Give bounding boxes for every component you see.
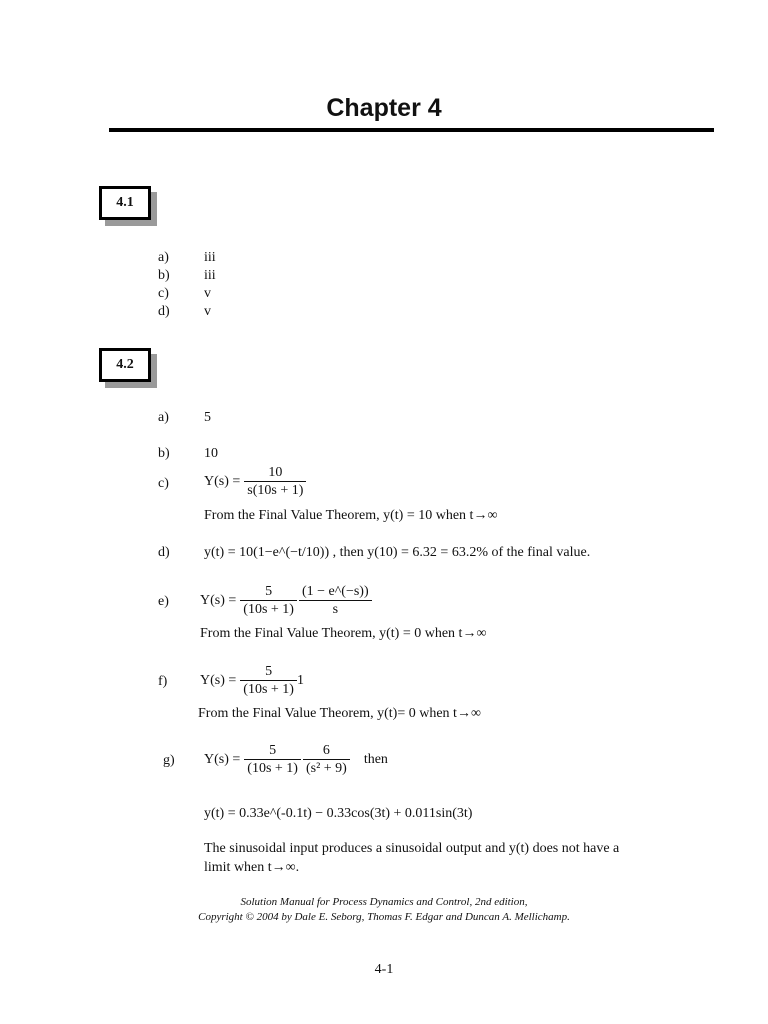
equation-lhs: Y(s) = <box>204 751 241 767</box>
fraction-numerator: (1 − e^(−s)) <box>301 584 369 599</box>
theorem-note: From the Final Value Theorem, y(t)= 0 when t→∞ <box>198 706 481 721</box>
fraction-denominator: s(10s + 1) <box>244 481 306 499</box>
solution-equation: y(t) = 0.33e^(-0.1t) − 0.33cos(3t) + 0.011sin(3t) <box>204 806 473 821</box>
item-answer: 5 <box>204 410 211 425</box>
equation-d: y(t) = 10(1−e^(−t/10)) , then y(10) = 6.32 = 63.2% of the final value. <box>204 545 591 560</box>
item-label: b) <box>158 268 170 283</box>
equation-tail: then <box>363 751 388 767</box>
theorem-note: From the Final Value Theorem, y(t) = 0 when t→∞ <box>200 626 487 641</box>
fraction <box>240 663 297 698</box>
conclusion-line-2: limit when t→∞. <box>204 860 300 875</box>
theorem-note: From the Final Value Theorem, y(t) = 10 when t→∞ <box>204 508 498 523</box>
equation-lhs: Y(s) = <box>204 473 241 489</box>
fraction <box>303 742 350 777</box>
equation-g <box>204 742 388 777</box>
item-label: e) <box>158 594 169 609</box>
equation-lhs: Y(s) = <box>200 672 237 688</box>
fraction <box>244 464 306 499</box>
fraction-denominator: (10s + 1) <box>240 680 297 698</box>
item-answer: iii <box>204 268 216 283</box>
fraction-denominator: s <box>299 600 372 618</box>
item-label: b) <box>158 446 170 461</box>
item-label: a) <box>158 250 169 265</box>
fraction-denominator: (10s + 1) <box>244 759 301 777</box>
item-label: c) <box>158 476 169 491</box>
chapter-title: Chapter 4 <box>326 94 442 122</box>
fraction <box>240 583 297 618</box>
fraction <box>299 583 372 618</box>
section-number: 4.2 <box>99 348 151 382</box>
equation-lhs: Y(s) = <box>200 592 237 608</box>
item-label: c) <box>158 286 169 301</box>
item-answer: 10 <box>204 446 218 461</box>
item-label: g) <box>163 753 175 768</box>
item-label: d) <box>158 545 170 560</box>
page-number: 4-1 <box>374 962 394 977</box>
fraction-numerator: 5 <box>265 584 273 599</box>
fraction-denominator: (s² + 9) <box>303 759 350 777</box>
fraction-numerator: 10 <box>268 465 283 480</box>
title-rule <box>109 128 714 132</box>
fraction-numerator: 5 <box>269 743 277 758</box>
fraction-numerator: 6 <box>322 743 330 758</box>
section-box-4-2 <box>99 348 151 382</box>
item-answer: iii <box>204 250 216 265</box>
equation-f <box>200 663 304 698</box>
fraction-numerator: 5 <box>265 664 273 679</box>
section-number: 4.1 <box>99 186 151 220</box>
footer-citation: Solution Manual for Process Dynamics and Control, 2nd edition, <box>240 896 528 908</box>
item-label: d) <box>158 304 170 319</box>
item-label: a) <box>158 410 169 425</box>
equation-c <box>204 464 306 499</box>
section-box-4-1 <box>99 186 151 220</box>
item-label: f) <box>158 674 168 689</box>
fraction-denominator: (10s + 1) <box>240 600 297 618</box>
fraction <box>244 742 301 777</box>
item-answer: v <box>204 304 211 319</box>
equation-e <box>200 583 372 618</box>
equation-tail: 1 <box>296 672 304 688</box>
footer-copyright: Copyright © 2004 by Dale E. Seborg, Thomas F. Edgar and Duncan A. Mellichamp. <box>198 911 570 923</box>
item-answer: v <box>204 286 211 301</box>
conclusion-line-1: The sinusoidal input produces a sinusoidal output and y(t) does not have a <box>204 841 620 856</box>
